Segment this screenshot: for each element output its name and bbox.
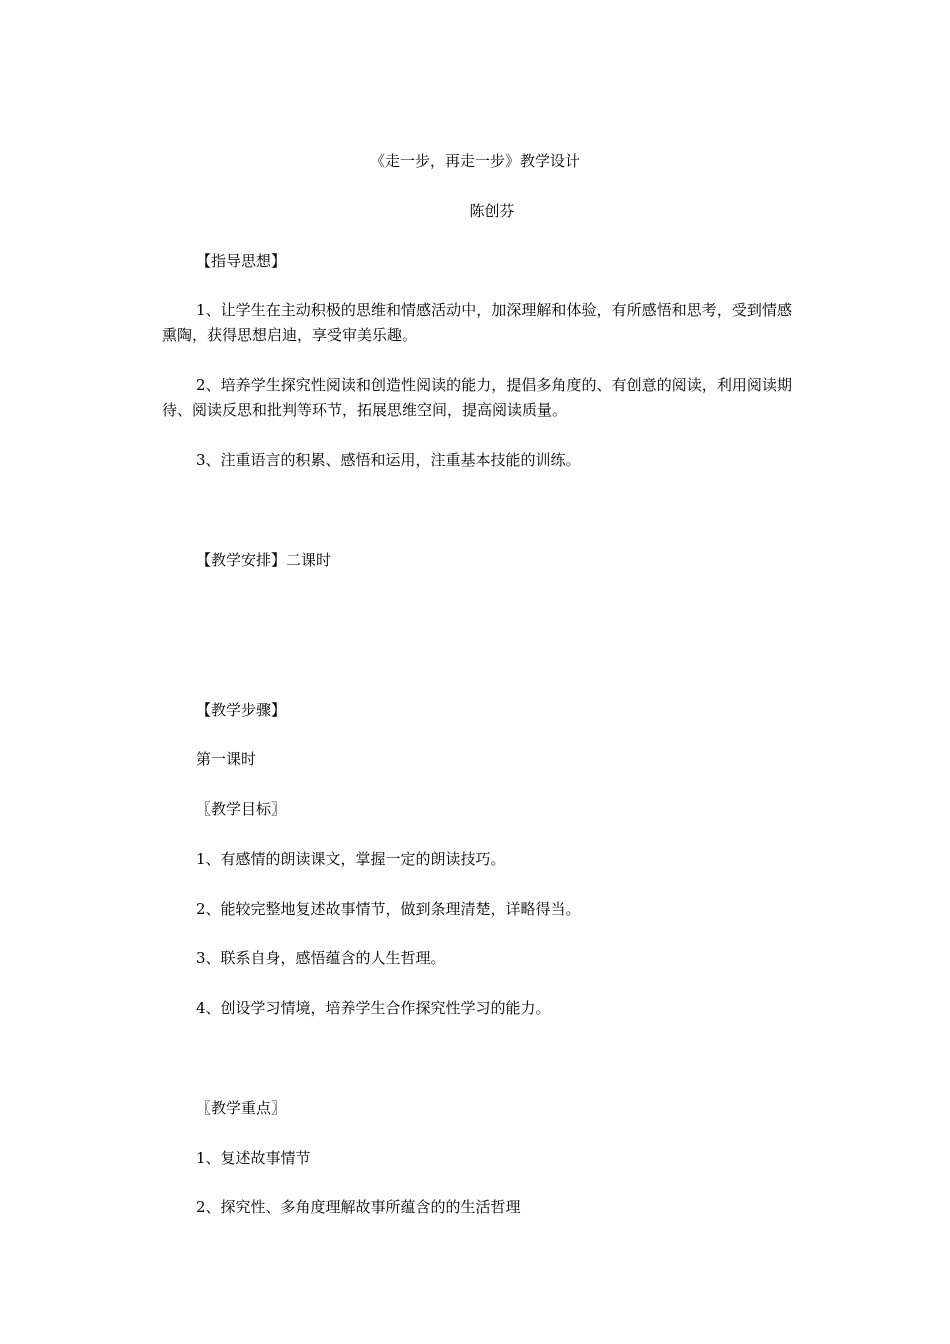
goal-item-4: 4、创设学习情境，培养学生合作探究性学习的能力。 xyxy=(196,999,551,1017)
document-author: 陈创芬 xyxy=(469,202,515,220)
focus-item-2: 2、探究性、多角度理解故事所蕴含的的生活哲理 xyxy=(196,1198,521,1216)
guiding-item-2: 2、培养学生探究性阅读和创造性阅读的能力，提倡多角度的、有创意的阅读，利用阅读期待、阅读反思和批判等环节，拓展思维空间，提高阅读质量。 xyxy=(162,376,792,419)
focus-item-1: 1、复述故事情节 xyxy=(196,1149,311,1167)
goal-item-3: 3、联系自身，感悟蕴含的人生哲理。 xyxy=(196,949,446,967)
document-title: 《走一步，再走一步》教学设计 xyxy=(369,152,580,170)
focus-heading: 〖教学重点〗 xyxy=(196,1099,287,1117)
goal-item-2: 2、能较完整地复述故事情节，做到条理清楚，详略得当。 xyxy=(196,900,581,918)
guiding-item-3: 3、注重语言的积累、感悟和运用，注重基本技能的训练。 xyxy=(196,451,581,469)
goal-item-1: 1、有感情的朗读课文，掌握一定的朗读技巧。 xyxy=(196,850,506,868)
lesson-one-label: 第一课时 xyxy=(196,750,257,768)
guiding-item-1: 1、让学生在主动积极的思维和情感活动中，加深理解和体验，有所感悟和思考，受到情感熏陶，获得思想启迪，享受审美乐趣。 xyxy=(162,301,792,344)
steps-heading: 【教学步骤】 xyxy=(196,701,287,719)
guiding-heading: 【指导思想】 xyxy=(196,252,287,270)
arrangement-line: 【教学安排】二课时 xyxy=(196,551,332,569)
goals-heading: 〖教学目标〗 xyxy=(196,800,287,818)
